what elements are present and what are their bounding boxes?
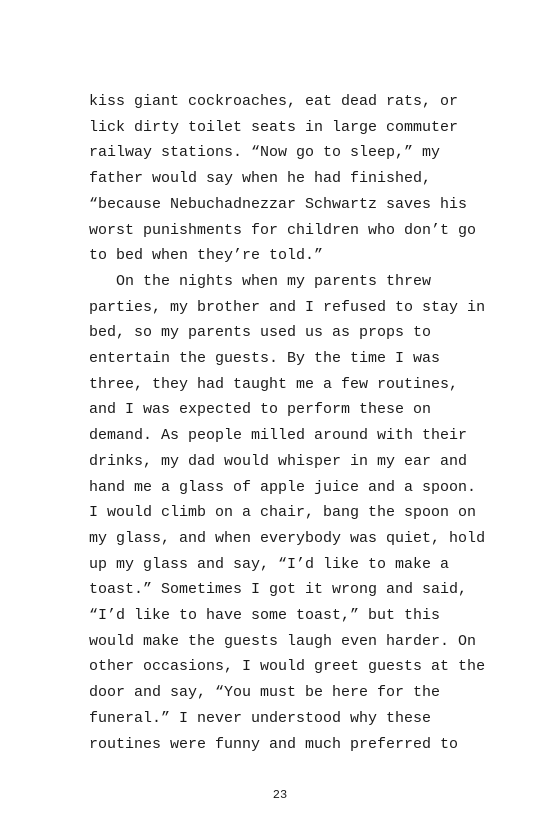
text-line: toast.” Sometimes I got it wrong and said, (89, 581, 468, 599)
text-line: kiss giant cockroaches, eat dead rats, or (89, 93, 459, 110)
text-line: up my glass and say, “I’d like to make a (89, 555, 450, 573)
text-line: worst punishments for children who don’t go (89, 221, 477, 239)
text-line: demand. As people milled around with their (89, 427, 468, 445)
text-line: hand me a glass of apple juice and a spoon. (89, 478, 477, 496)
text-line: my glass, and when everybody was quiet, hold (89, 529, 486, 547)
text-line: On the nights when my parents threw (89, 272, 432, 290)
text-line: funeral.” I never understood why these (89, 709, 432, 727)
text-line: I would climb on a chair, bang the spoon on (89, 504, 477, 522)
text-line: to bed when they’re told.” (89, 247, 324, 265)
text-line: entertain the guests. By the time I was (89, 350, 441, 368)
text-line: railway stations. “Now go to sleep,” my (89, 144, 441, 162)
page-number: 23 (272, 788, 288, 802)
text-line: drinks, my dad would whisper in my ear and (89, 452, 468, 470)
text-line: would make the guests laugh even harder. On (89, 632, 477, 650)
text-line: routines were funny and much preferred to (89, 735, 459, 753)
text-line: lick dirty toilet seats in large commuter (89, 118, 459, 136)
text-line: door and say, “You must be here for the (89, 684, 441, 702)
text-line: three, they had taught me a few routines, (89, 375, 459, 393)
text-line: “because Nebuchadnezzar Schwartz saves his (89, 195, 468, 213)
text-line: father would say when he had finished, (89, 170, 432, 188)
text-line: bed, so my parents used us as props to (89, 324, 432, 342)
text-line: and I was expected to perform these on (89, 401, 432, 419)
text-line: parties, my brother and I refused to stay in (89, 298, 486, 316)
text-line: “I’d like to have some toast,” but this (89, 607, 441, 625)
body-text (89, 89, 499, 757)
text-line: other occasions, I would greet guests at the (89, 658, 486, 676)
